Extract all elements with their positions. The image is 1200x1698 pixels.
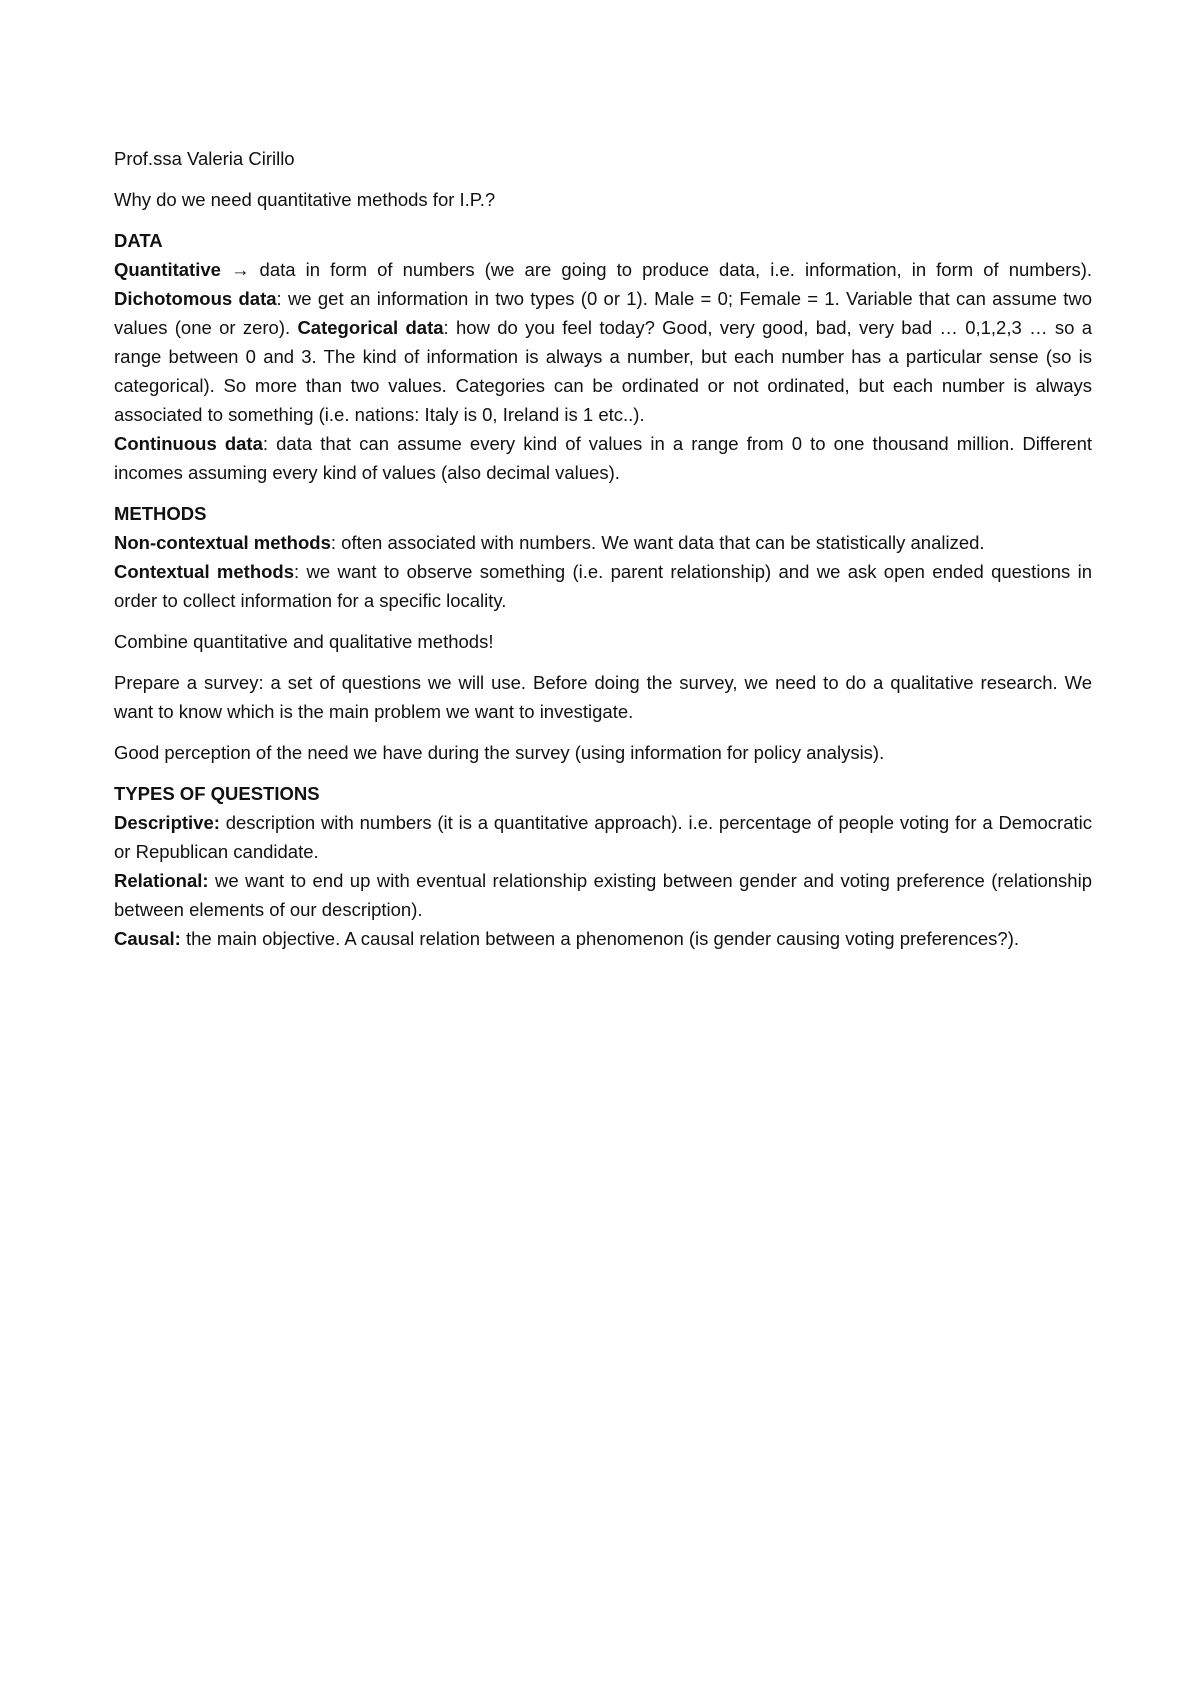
questions-heading: TYPES OF QUESTIONS (114, 783, 320, 804)
data-section (114, 226, 1092, 487)
causal-paragraph (114, 924, 1092, 953)
methods-section (114, 499, 1092, 615)
perception-text: Good perception of the need we have during the survey (using information for policy analysis). (114, 742, 885, 763)
continuous-term: Continuous data (114, 433, 263, 454)
descriptive-term: Descriptive: (114, 812, 220, 833)
categorical-term: Categorical data (297, 317, 444, 338)
survey-paragraph (114, 668, 1092, 726)
descriptive-paragraph (114, 808, 1092, 866)
categorical-text: : how do you feel today? Good, very good, bad, very bad … 0,1,2,3 … so a range between 0 and 3. The kind of information is always a number, but each number has a particular sense (so is categorical). So more than two values. Categories can be ordinated or not ordinated, but each number is always associated to something (i.e. nations: Italy is 0, Ireland is 1 etc..). (114, 317, 1092, 425)
relational-text: we want to end up with eventual relationship existing between gender and voting preference (relationship between elements of our description). (114, 870, 1092, 920)
dichotomous-text: : we get an information in two types (0 or 1). Male = 0; Female = 1. Variable that can assume two values (one or zero). (114, 288, 1092, 338)
noncontextual-term: Non-contextual methods (114, 532, 331, 553)
continuous-paragraph (114, 429, 1092, 487)
perception-paragraph (114, 738, 1092, 767)
relational-term: Relational: (114, 870, 209, 891)
author-line: Prof.ssa Valeria Cirillo (114, 148, 295, 169)
main-question: Why do we need quantitative methods for I.P.? (114, 189, 496, 210)
dichotomous-term: Dichotomous data (114, 288, 277, 309)
survey-text: Prepare a survey: a set of questions we will use. Before doing the survey, we need to do a qualitative research. We want to know which is the main problem we want to investigate. (114, 672, 1092, 722)
quantitative-term: Quantitative (114, 259, 221, 280)
methods-heading: METHODS (114, 503, 207, 524)
quantitative-text: data in form of numbers (we are going to produce data, i.e. information, in form of numbers). (249, 259, 1092, 280)
noncontextual-text: : often associated with numbers. We want data that can be statistically analized. (330, 532, 985, 553)
relational-paragraph (114, 866, 1092, 924)
contextual-paragraph (114, 557, 1092, 615)
descriptive-text: description with numbers (it is a quantitative approach). i.e. percentage of people voting for a Democratic or Republican candidate. (114, 812, 1092, 862)
questions-section (114, 779, 1092, 953)
causal-text: the main objective. A causal relation between a phenomenon (is gender causing voting preferences?). (180, 928, 1019, 949)
document-body (114, 144, 1092, 965)
continuous-text: : data that can assume every kind of values in a range from 0 to one thousand million. Different incomes assuming every kind of values (also decimal values). (114, 433, 1092, 483)
combine-paragraph (114, 627, 1092, 656)
contextual-text: : we want to observe something (i.e. parent relationship) and we ask open ended questions in order to collect information for a specific locality. (114, 561, 1092, 611)
noncontextual-paragraph (114, 528, 1092, 557)
combine-text: Combine quantitative and qualitative methods! (114, 631, 494, 652)
data-heading: DATA (114, 230, 163, 251)
data-paragraph (114, 255, 1092, 429)
causal-term: Causal: (114, 928, 181, 949)
arrow-icon: → (230, 259, 250, 280)
contextual-term: Contextual methods (114, 561, 295, 582)
